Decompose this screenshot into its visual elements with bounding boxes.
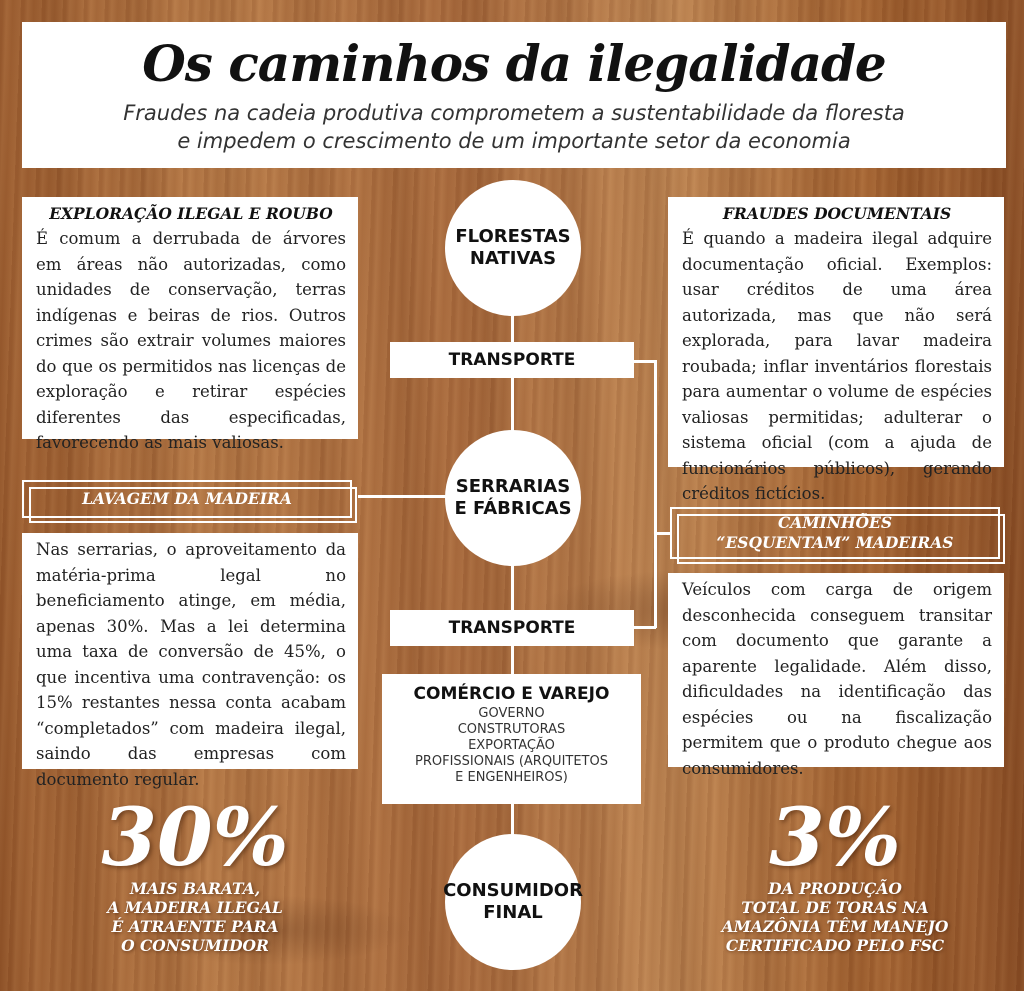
node-consumidor-line-1: CONSUMIDOR	[443, 880, 583, 901]
transport-label-2: TRANSPORTE	[448, 618, 576, 638]
exploracao-text: É comum a derrubada de árvores em áreas não autorizadas, como unidades de conservação, terras indígenas e beiras de rios. Outros crimes são extrair volumes maiores do que os permitidos nas licenças de exploração e retirar espécies diferentes das especificadas, favorecendo as mais valiosas.	[36, 229, 346, 452]
node-serrarias-line-1: SERRARIAS	[455, 476, 571, 497]
connector-right-vertical	[654, 360, 657, 628]
stat-right-caption-line: AMAZÔNIA TÊM MANEJO	[721, 917, 949, 936]
subtitle-line-2: e impedem o crescimento de um importante setor da economia	[177, 129, 851, 153]
transport-bar-1	[390, 342, 634, 378]
stat-left-caption	[70, 879, 320, 955]
header-panel	[22, 22, 1006, 168]
commerce-list	[382, 706, 641, 786]
connector-right-top	[634, 360, 656, 363]
stat-right	[700, 790, 970, 955]
caminhoes-title-line-1: CAMINHÕES	[777, 513, 893, 532]
stat-left-caption-line: É ATRAENTE PARA	[111, 917, 279, 936]
stat-right-caption-line: CERTIFICADO PELO FSC	[725, 936, 945, 955]
stat-left	[70, 790, 320, 955]
stat-right-caption-line: DA PRODUÇÃO	[768, 879, 902, 898]
transport-label-1: TRANSPORTE	[448, 350, 576, 370]
commerce-panel	[382, 674, 641, 804]
fraudes-title: FRAUDES DOCUMENTAIS	[722, 204, 952, 223]
caminhoes-panel	[668, 573, 1004, 778]
node-serrarias-fabricas	[445, 430, 581, 566]
lavagem-title: LAVAGEM DA MADEIRA	[82, 489, 292, 508]
node-florestas-line-1: FLORESTAS	[455, 226, 571, 247]
node-serrarias-line-2: E FÁBRICAS	[454, 498, 572, 519]
node-florestas-line-2: NATIVAS	[469, 248, 557, 269]
page-title: Os caminhos da ilegalidade	[142, 34, 886, 93]
caminhoes-title-line-2: “ESQUENTAM” MADEIRAS	[716, 533, 954, 552]
node-florestas-nativas	[445, 180, 581, 316]
lavagem-title-frame	[22, 480, 352, 518]
node-consumidor-line-2: FINAL	[483, 902, 543, 923]
stat-right-value: 3%	[769, 790, 901, 884]
exploracao-panel	[22, 197, 358, 452]
caminhoes-title	[717, 513, 954, 553]
connector-right-bottom	[634, 626, 656, 629]
commerce-item: PROFISSIONAIS (ARQUITETOS	[415, 754, 608, 769]
stat-left-caption-line: O CONSUMIDOR	[121, 936, 269, 955]
fraudes-panel	[668, 197, 1004, 503]
lavagem-panel	[22, 533, 358, 789]
exploracao-title: EXPLORAÇÃO ILEGAL E ROUBO	[49, 204, 333, 223]
subtitle	[22, 99, 1006, 155]
fraudes-text: É quando a madeira ilegal adquire documentação oficial. Exemplos: usar créditos de uma área autorizada, mas que não será explorada, para lavar madeira roubada; inflar inventários florestais para aumentar o volume de espécies valiosas permitidas; adulterar o sistema oficial (com a ajuda de funcionários públicos), gerando créditos fictícios.	[682, 229, 992, 503]
commerce-title: COMÉRCIO E VAREJO	[413, 684, 610, 704]
commerce-item: E ENGENHEIROS)	[455, 770, 568, 785]
subtitle-line-1: Fraudes na cadeia produtiva comprometem a sustentabilidade da floresta	[123, 101, 905, 125]
commerce-item: GOVERNO	[478, 706, 545, 721]
stat-left-caption-line: MAIS BARATA,	[129, 879, 261, 898]
caminhoes-text: Veículos com carga de origem desconhecida conseguem transitar com documento que garante a aparente legalidade. Além disso, dificuldades na identificação das espécies ou na fiscalização permitem que o produto chegue aos consumidores.	[682, 580, 992, 778]
stat-left-caption-line: A MADEIRA ILEGAL	[107, 898, 283, 917]
caminhoes-title-frame	[670, 507, 1000, 559]
commerce-item: CONSTRUTORAS	[457, 722, 566, 737]
stat-right-caption-line: TOTAL DE TORAS NA	[741, 898, 929, 917]
transport-bar-2	[390, 610, 634, 646]
node-consumidor-final	[445, 834, 581, 970]
stat-left-value: 30%	[101, 790, 289, 884]
stat-right-caption	[700, 879, 970, 955]
commerce-item: EXPORTAÇÃO	[468, 738, 555, 753]
connector-lavagem	[358, 495, 448, 498]
lavagem-text: Nas serrarias, o aproveitamento da matéria-prima legal no beneficiamento atinge, em média, apenas 30%. Mas a lei determina uma taxa de conversão de 45%, o que incentiva uma contravenção: os 15% restantes nessa conta acabam “completados” com madeira ilegal, saindo das empresas com documento regular.	[36, 540, 346, 789]
